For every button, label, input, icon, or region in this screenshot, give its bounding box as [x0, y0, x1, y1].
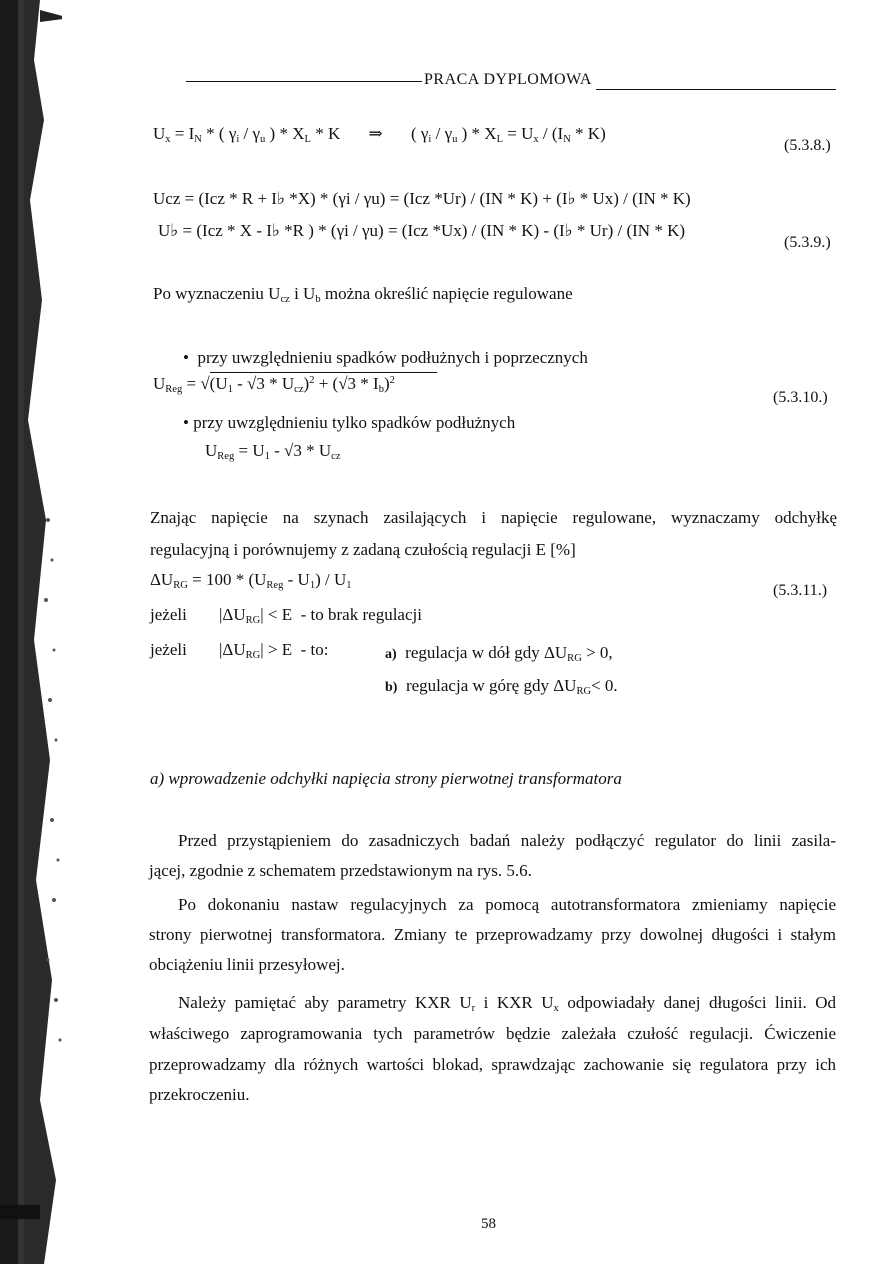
equation-number-5-3-9: (5.3.9.) [784, 234, 831, 251]
binding-edge-shadow [0, 0, 62, 1264]
page-number: 58 [481, 1216, 496, 1232]
option-regulation-down: a) regulacja w dół gdy $\Delta U_{RG} > 0$, [385, 643, 613, 665]
paragraph-after-determination: Po wyznaczeniu $U_{cz}$ i $U_b$ można określić napięcie regulowane [153, 284, 573, 306]
equation-number-5-3-11: (5.3.11.) [773, 582, 828, 599]
section-heading: a) wprowadzenie odchyłki napięcia strony pierwotnej transformatora [150, 769, 622, 788]
condition-if-label-1: jeżeli [150, 605, 187, 624]
body-p3-line4: przekroczeniu. [149, 1085, 250, 1104]
equation-5-3-9-line2: U♭ = (Iсz * X - I♭ *R ) * (γi / γu) = (Iсz *Ux) / (IN * K) - (I♭ * Ur) / (IN * K) [158, 221, 686, 240]
header-rule-right [596, 89, 836, 90]
page-header-title: PRACA DYPLOMOWA [424, 71, 592, 88]
condition-regulation: $|\Delta U_{RG}| > E$ - to: [219, 640, 329, 662]
body-p3-line1: Należy pamiętać aby parametry KXR $U_r$ i KXR $U_x$ odpowiadały danej długości linii. Od [178, 993, 836, 1015]
equation-5-3-9-line1: Uсz = (Iсz * R + I♭ *X) * (γi / γu) = (Iсz *Ur) / (IN * K) + (I♭ * Ux) / (IN * K) [153, 189, 691, 208]
condition-if-label-2: jeżeli [150, 640, 187, 659]
body-p2-line2: strony pierwotnej transformatora. Zmiany te przeprowadzamy przy dowolnej długości i stałym [149, 925, 836, 944]
equation-number-5-3-10: (5.3.10.) [773, 389, 828, 406]
equation-5-3-10-simplified: $U_{Reg} = U_1 - √3 * U_{cz}$ [205, 441, 341, 463]
body-p2-line3: obciążeniu linii przesyłowej. [149, 955, 345, 974]
paragraph-deviation-line2: regulacyjną i porównujemy z zadaną czułością regulacji E [%] [150, 540, 576, 559]
implies-arrow: ⇒ [368, 124, 383, 143]
bullet-dot: • [183, 413, 189, 432]
condition-no-regulation: $|\Delta U_{RG}| < E$ - to brak regulacji [219, 605, 422, 627]
equation-number-5-3-8: (5.3.8.) [784, 137, 831, 154]
body-p1-line2: jącej, zgodnie z schematem przedstawionym na rys. 5.6. [149, 861, 532, 880]
body-p3-line2: właściwego zaprogramowania tych parametrów będzie zależała czułość regulacji. Ćwiczenie [149, 1024, 836, 1043]
bullet-longitudinal-only: • przy uwzględnieniu tylko spadków podłużnych [183, 413, 516, 432]
header-rule-left [186, 81, 422, 82]
body-p1-line1: Przed przystąpieniem do zasadniczych badań należy podłączyć regulator do linii zasila- [178, 831, 836, 850]
equation-5-3-8: $U_x = I_N$ * ( $\gamma_i / \gamma_u$ ) * $X_L$ * K ⇒ ( $\gamma_i / \gamma_u$ ) * $X_L = U_x / (I_N * K)$ [153, 124, 606, 146]
body-p3-line3: przeprowadzamy dla różnych wartości blokad, sprawdzając zachowanie się regulatora przy ich [149, 1055, 836, 1074]
option-regulation-up: b) regulacja w górę gdy $\Delta U_{RG}< 0$. [385, 676, 618, 698]
paragraph-deviation-line1: Znając napięcie na szynach zasilających i napięcie regulowane, wyznaczamy odchyłkę [150, 508, 837, 527]
bullet-longitudinal-transverse: • przy uwzględnieniu spadków podłużnych i poprzecznych [183, 348, 588, 367]
equation-5-3-11: $\Delta U_{RG} = 100 * (U_{Reg} - U_1) / U_1$ [150, 570, 352, 592]
bullet-dot: • [183, 348, 189, 367]
equation-5-3-10: $U_{Reg} = √(U_1 - √3 * U_{cz})^2 + (√3 * I_b)^2$ [153, 374, 437, 394]
body-p2-line1: Po dokonaniu nastaw regulacyjnych za pomocą autotransformatora zmieniamy napięcie [178, 895, 836, 914]
